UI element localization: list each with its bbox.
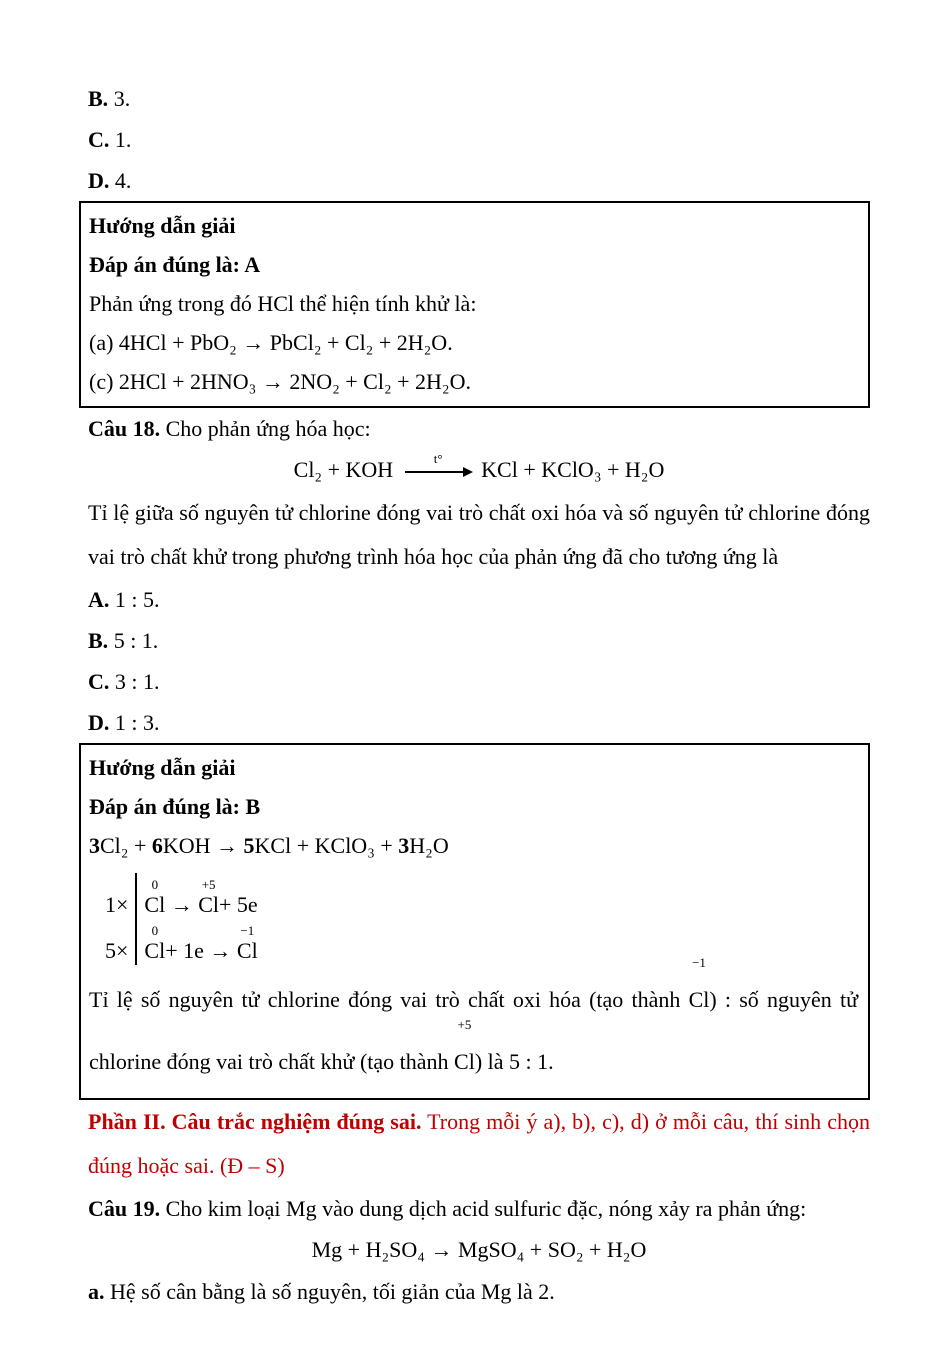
equation-right: KCl + KClO₃ + H₂O bbox=[481, 457, 665, 482]
q19-reaction-equation: Mg + H₂SO₄ → MgSO₄ + SO₂ + H₂O bbox=[311, 1237, 647, 1262]
option-text: 1 : 5. bbox=[114, 587, 160, 612]
multiplier-column bbox=[105, 873, 135, 965]
oxidation-number: 0 bbox=[151, 923, 159, 938]
reaction-arrow-icon bbox=[405, 450, 471, 473]
ox-state-symbol bbox=[144, 923, 166, 965]
option-text: 3. bbox=[113, 86, 131, 111]
conclusion-text: ) : số nguyên tử chlorine đóng vai trò chất khử (tạo thành bbox=[89, 987, 864, 1074]
solution-body: Phản ứng trong đó HCl thể hiện tính khử là: bbox=[89, 291, 477, 316]
q18-reaction-equation bbox=[88, 449, 870, 491]
question-19-intro bbox=[88, 1188, 870, 1229]
part2-title: Phần II. Câu trắc nghiệm đúng sai. bbox=[88, 1109, 422, 1134]
question-18-intro bbox=[88, 408, 870, 449]
item-label: a. bbox=[88, 1279, 105, 1304]
solution-answer: Đáp án đúng là: A bbox=[89, 252, 261, 277]
formula-text: KOH → bbox=[162, 833, 244, 858]
option-text: 1. bbox=[114, 127, 132, 152]
item-text: Hệ số cân bằng là số nguyên, tối giản của Mg là 2. bbox=[110, 1279, 555, 1304]
electron-text: + 5e bbox=[219, 892, 258, 917]
part2-header bbox=[88, 1100, 876, 1188]
q19-item-a bbox=[88, 1271, 870, 1312]
option-text: 4. bbox=[114, 168, 132, 193]
equation-c: (c) 2HCl + 2HNO₃ → 2NO₂ + Cl₂ + 2H₂O. bbox=[89, 369, 471, 394]
reduction-half-reaction bbox=[144, 919, 257, 965]
q17-option-c bbox=[88, 119, 870, 160]
option-text: 3 : 1. bbox=[114, 669, 160, 694]
oxidation-number: +5 bbox=[457, 1017, 472, 1032]
solution-box-q18 bbox=[79, 743, 870, 1100]
equation-a: (a) 4HCl + PbO₂ → PbCl₂ + Cl₂ + 2H₂O. bbox=[89, 330, 453, 355]
question-intro-text: Cho kim loại Mg vào dung dịch acid sulfuric đặc, nóng xảy ra phản ứng: bbox=[165, 1196, 807, 1221]
element-symbol: Cl bbox=[198, 892, 220, 917]
element-symbol: Cl bbox=[236, 938, 258, 963]
ox-state-symbol bbox=[144, 877, 166, 919]
oxidation-number: +5 bbox=[201, 877, 216, 892]
q17-option-d bbox=[88, 160, 870, 201]
option-label: C. bbox=[88, 127, 110, 152]
q18-option-d bbox=[88, 702, 870, 743]
formula-text: Cl₂ + bbox=[100, 833, 152, 858]
q18-option-c bbox=[88, 661, 870, 702]
coefficient: 3 bbox=[398, 833, 410, 858]
electron-transfer-block bbox=[105, 873, 858, 965]
coefficient: 5 bbox=[243, 833, 255, 858]
half2-multiplier: 5× bbox=[105, 938, 129, 963]
solution-heading: Hướng dẫn giải bbox=[89, 755, 236, 780]
arrow-text: → bbox=[165, 892, 199, 917]
ox-state-symbol bbox=[198, 877, 220, 919]
conclusion-text: ) là 5 : 1. bbox=[474, 1049, 554, 1074]
option-label: C. bbox=[88, 669, 110, 694]
balanced-equation bbox=[89, 826, 858, 865]
solution-answer: Đáp án đúng là: B bbox=[89, 794, 261, 819]
coefficient: 3 bbox=[89, 833, 100, 858]
half1-multiplier: 1× bbox=[105, 892, 129, 917]
part2-instructions: Trong mỗi ý a), b), c), d) ở mỗi câu, thí sinh chọn đúng hoặc sai. (Đ – S) bbox=[88, 1109, 876, 1178]
q18-conclusion bbox=[89, 955, 864, 1093]
ox-state-symbol bbox=[454, 1017, 475, 1093]
formula-text: H₂O bbox=[409, 833, 449, 858]
q18-option-a bbox=[88, 579, 870, 620]
option-text: 5 : 1. bbox=[113, 628, 159, 653]
q17-option-b bbox=[88, 78, 870, 119]
question-number: Câu 18. bbox=[88, 416, 161, 441]
oxidation-number: 0 bbox=[151, 877, 159, 892]
oxidation-number: −1 bbox=[240, 923, 255, 938]
solution-heading: Hướng dẫn giải bbox=[89, 213, 236, 238]
option-label: A. bbox=[88, 587, 110, 612]
coefficient: 6 bbox=[151, 833, 163, 858]
equation-left: Cl₂ + KOH bbox=[293, 457, 394, 482]
option-label: D. bbox=[88, 168, 110, 193]
element-symbol: Cl bbox=[144, 892, 166, 917]
ox-state-symbol bbox=[688, 955, 710, 1031]
half-reactions-column bbox=[135, 873, 257, 965]
conclusion-text: Tỉ lệ số nguyên tử chlorine đóng vai trò chất oxi hóa (tạo thành bbox=[89, 987, 689, 1012]
ox-state-symbol bbox=[236, 923, 258, 965]
element-symbol: Cl bbox=[688, 987, 710, 1012]
arrow-condition-label: t° bbox=[433, 450, 443, 466]
element-symbol: Cl bbox=[454, 1049, 475, 1074]
option-text: 1 : 3. bbox=[114, 710, 160, 735]
option-label: B. bbox=[88, 86, 109, 111]
question-intro-text: Cho phản ứng hóa học: bbox=[165, 416, 371, 441]
q18-question-body: Tỉ lệ giữa số nguyên tử chlorine đóng vai trò chất oxi hóa và số nguyên tử chlorine đóng vai trò chất khử trong phương trình hóa học của phản ứng đã cho tương ứng là bbox=[88, 500, 870, 569]
q18-option-b bbox=[88, 620, 870, 661]
solution-box-q17 bbox=[79, 201, 870, 408]
electron-text: + 1e → bbox=[165, 938, 237, 963]
oxidation-number: −1 bbox=[692, 955, 706, 970]
option-label: D. bbox=[88, 710, 110, 735]
formula-text: KCl + KClO₃ + bbox=[254, 833, 399, 858]
oxidation-half-reaction bbox=[144, 873, 257, 919]
element-symbol: Cl bbox=[144, 938, 166, 963]
question-number: Câu 19. bbox=[88, 1196, 161, 1221]
option-label: B. bbox=[88, 628, 109, 653]
